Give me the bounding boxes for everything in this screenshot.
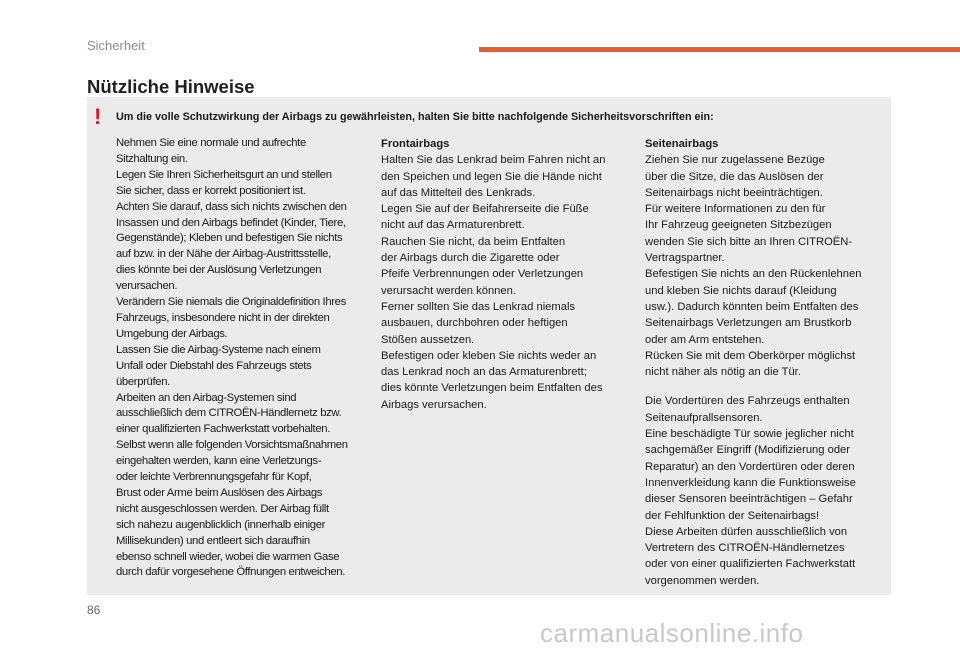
page-title: Nützliche Hinweise: [87, 76, 255, 97]
general-instructions-column: [116, 136, 359, 581]
seitenairbags-column: [645, 136, 885, 589]
footer-watermark: carmanualsonline.info: [540, 618, 804, 648]
door-sensor-text: Die Vordertüren des Fahrzeugs enthalten Seitenaufprallsensoren. Eine beschädigte Tür sowie jeglicher nicht sachgemäßer Eingriff (Modifizierung oder Reparatur) an den Vordertüren oder deren Innenverkleidung kann die Funktionsweise dieser Sensoren beeinträchtigen – Gefahr der Fehlfunktion der Seitenairbags! Diese Arbeiten dürfen ausschließlich von Vertretern des CITROËN-Händlernetzes oder von einer qualifizierten Fachwerkstatt vorgenommen werden.: [645, 395, 856, 587]
header-accent-bar: [479, 47, 960, 52]
page-number: 86: [87, 603, 101, 617]
seitenairbags-text: Ziehen Sie nur zugelassene Bezüge über die Sitze, die das Auslösen der Seitenairbags nicht beeinträchtigen. Für weitere Informationen zu den für Ihr Fahrzeug geeigneten Sitzbezügen wenden Sie sich bitte an Ihren CITROËN- Vertragspartner. Befestigen Sie nichts an den Rückenlehnen und kleben Sie nichts darauf (Kleidung usw.). Dadurch könnten beim Entfalten des Seitenairbags Verletzungen am Brustkorb oder am Arm entstehen. Rücken Sie mit dem Oberkörper möglichst nicht näher als nötig an die Tür.: [645, 154, 862, 379]
frontairbags-column: [381, 136, 626, 413]
warning-intro: Um die volle Schutzwirkung der Airbags zu gewährleisten, halten Sie bitte nachfolgende Sicherheitsvorschriften ein:: [116, 111, 714, 123]
frontairbags-text: Halten Sie das Lenkrad beim Fahren nicht an den Speichen und legen Sie die Hände nicht auf das Mittelteil des Lenkrads. Legen Sie auf der Beifahrerseite die Füße nicht auf das Armaturenbrett. Rauchen Sie nicht, da beim Entfalten der Airbags durch die Zigarette oder Pfeife Verbrennungen oder Verletzungen verursacht werden können. Ferner sollten Sie das Lenkrad niemals ausbauen, durchbohren oder heftigen Stößen aussetzen. Befestigen oder kleben Sie nichts weder an das Lenkrad noch an das Armaturenbrett; dies könnte Verletzungen beim Entfalten des Airbags verursachen.: [381, 154, 606, 411]
seitenairbags-heading: Seitenairbags: [645, 138, 719, 150]
warning-icon: !: [94, 104, 102, 129]
section-label: Sicherheit: [87, 38, 145, 53]
general-instructions-text: Nehmen Sie eine normale und aufrechte Sitzhaltung ein. Legen Sie Ihren Sicherheitsgurt an und stellen Sie sicher, dass er korrekt positioniert ist. Achten Sie darauf, dass sich nichts zwischen den Insassen und den Airbags befindet (Kinder, Tiere, Gegenstände); Kleben und befestigen Sie nichts auf bzw. in der Nähe der Airbag-Austrittsstelle, dies könnte bei der Auslösung Verletzungen verursachen. Verändern Sie niemals die Originaldefinition Ihres Fahrzeugs, insbesondere nicht in der direkten Umgebung der Airbags. Lassen Sie die Airbag-Systeme nach einem Unfall oder Diebstahl des Fahrzeugs stets überprüfen. Arbeiten an den Airbag-Systemen sind ausschließlich dem CITROËN-Händlernetz bzw. einer qualifizierten Fachwerkstatt vorbehalten. Selbst wenn alle folgenden Vorsichtsmaßnahmen eingehalten werden, kann eine Verletzungs- oder leichte Verbrennungsgefahr für Kopf, Brust oder Arme beim Auslösen des Airbags nicht ausgeschlossen werden. Der Airbag füllt sich nahezu augenblicklich (innerhalb einiger Millisekunden) und entleert sich daraufhin ebenso schnell wieder, wobei die warmen Gase durch dafür vorgesehene Öffnungen entweichen.: [116, 137, 348, 579]
frontairbags-heading: Frontairbags: [381, 138, 450, 150]
